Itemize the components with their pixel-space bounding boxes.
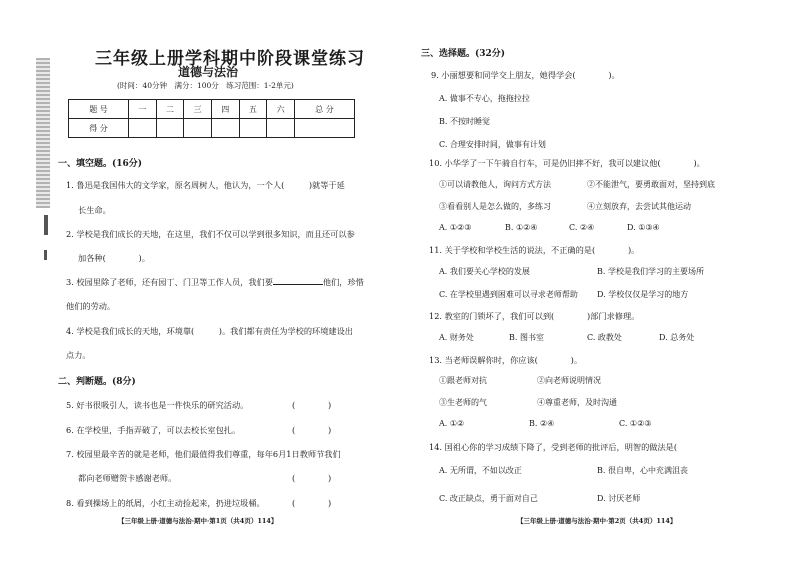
question-4: 4. 学校是我们成长的天地，环境靠( )。我们都有责任为学校的环境建设出: [66, 326, 353, 336]
question-6: 6. 在学校里，手指弄破了，可以去校长室包扎。: [66, 425, 241, 435]
binding-strip: [36, 58, 50, 208]
option-a[interactable]: A. ①②③: [439, 223, 472, 232]
statement-1: ①跟老师对抗: [439, 376, 487, 385]
score-header-cell: 六: [267, 100, 295, 119]
answer-paren[interactable]: ( ): [292, 473, 332, 483]
answer-blank[interactable]: [273, 276, 323, 285]
exam-subject: 道德与法治: [178, 65, 239, 79]
score-cell[interactable]: [267, 119, 295, 138]
score-cell[interactable]: [184, 119, 212, 138]
section-heading-judge: 二、判断题。(8分): [58, 377, 136, 387]
score-cell[interactable]: [156, 119, 184, 138]
question-1: 1. 鲁迅是我国伟大的文学家，原名周树人，他认为，一个人( )就等于延: [66, 180, 345, 190]
question-11: 11. 关于学校和学校生活的说法，不正确的是( )。: [429, 245, 640, 255]
statement-3: ③生老师的气: [439, 398, 487, 407]
option-b[interactable]: B. ②④: [529, 419, 555, 428]
option-d[interactable]: D. ①③④: [627, 223, 660, 232]
question-7-cont: 都向老师赠贺卡感谢老师。: [78, 473, 177, 483]
option-a[interactable]: A. 做事不专心，拖拖拉拉: [439, 94, 530, 103]
option-d[interactable]: D. 总务处: [659, 333, 695, 342]
question-3-text-end: 他们，珍惜: [322, 277, 364, 287]
option-c[interactable]: C. 政教处: [587, 333, 622, 342]
score-header-cell: 题 号: [69, 100, 129, 119]
option-c[interactable]: C. ①②③: [619, 419, 652, 428]
score-header-cell: 四: [211, 100, 239, 119]
section-heading-fill: 一、填空题。(16分): [58, 159, 143, 169]
question-4-cont: 点力。: [66, 350, 91, 360]
option-b[interactable]: B. 学校是我们学习的主要场所: [597, 267, 704, 276]
score-header-cell: 二: [156, 100, 184, 119]
score-row: [69, 119, 355, 138]
option-a[interactable]: A. ①②: [439, 419, 465, 428]
score-table: [68, 99, 355, 138]
option-b[interactable]: B. 不按时睡觉: [439, 117, 490, 126]
option-d[interactable]: D. 学校仅仅是学习的地方: [597, 290, 689, 299]
score-header-cell: 总 分: [294, 100, 354, 119]
option-c[interactable]: C. 改正缺点，勇于面对自己: [439, 494, 538, 503]
option-c[interactable]: C. 合理安排时间，做事有计划: [439, 140, 546, 149]
score-header-row: [69, 100, 355, 119]
option-a[interactable]: A. 财务处: [439, 333, 474, 342]
page-footer: 【三年级上册·道德与法治·期中·第2页（共4页）114】: [517, 517, 677, 525]
score-header-cell: 一: [129, 100, 157, 119]
section-heading-choice: 三、选择题。(32分): [421, 49, 506, 59]
question-10: 10. 小华学了一下午骑自行车，可是仍旧摔不好，我可以建议他( )。: [429, 158, 705, 168]
question-13: 13. 当老师误解你时，你应该( )。: [429, 355, 583, 365]
option-a[interactable]: A. 无所谓，不如以改正: [439, 466, 522, 475]
question-2: 2. 学校是我们成长的天地，在这里，我们不仅可以学到很多知识，而且还可以参: [66, 229, 355, 239]
question-2-cont: 加各种( )。: [78, 253, 150, 263]
option-b[interactable]: B. ①②④: [505, 223, 538, 232]
exam-title: 三年级上册学科期中阶段课堂练习: [95, 49, 365, 69]
answer-paren[interactable]: ( ): [292, 425, 332, 435]
question-3: [66, 276, 364, 288]
question-3-text: 3. 校园里除了老师，还有园丁、门卫等工作人员，我们要: [66, 277, 273, 287]
question-14: 14. 国祖心你的学习成绩下降了，受到老师的批评后，明智的做法是(: [429, 442, 678, 452]
score-cell[interactable]: [211, 119, 239, 138]
score-header-cell: 五: [239, 100, 267, 119]
question-1-cont: 长生命。: [78, 205, 111, 215]
question-12: 12. 教室的门锁坏了，我们可以到( )部门求修理。: [429, 311, 640, 321]
statement-3: ③看看别人是怎么做的，多练习: [439, 202, 551, 211]
binding-mark: [44, 250, 47, 260]
option-c[interactable]: C. 在学校里遇到困难可以寻求老师帮助: [439, 290, 578, 299]
right-page: [397, 0, 794, 561]
statement-4: ④尊重老师，及时沟通: [537, 398, 617, 407]
option-d[interactable]: D. 讨厌老师: [597, 494, 641, 503]
score-cell[interactable]: [239, 119, 267, 138]
exam-meta: (时间：40分钟 满分：100分 练习范围：1-2单元): [117, 81, 294, 90]
option-b[interactable]: B. 很自卑，心中充满沮丧: [597, 466, 688, 475]
answer-paren[interactable]: ( ): [292, 400, 332, 410]
question-8: 8. 看到操场上的纸屑，小红主动捡起来，扔进垃圾桶。: [66, 498, 265, 508]
question-7: 7. 校园里最辛苦的就是老师，他们最值得我们尊重，每年6月1日教师节我们: [66, 449, 341, 459]
statement-1: ①可以请教他人，询问方式方法: [439, 180, 551, 189]
score-row-label: 得 分: [69, 119, 129, 138]
score-header-cell: 三: [184, 100, 212, 119]
option-b[interactable]: B. 图书室: [509, 333, 544, 342]
binding-mark: [44, 215, 48, 235]
statement-4: ④立刻放弃，去尝试其他运动: [587, 202, 691, 211]
score-cell[interactable]: [129, 119, 157, 138]
answer-paren[interactable]: ( ): [292, 498, 332, 508]
question-5: 5. 好书很吸引人，读书也是一件快乐的研究活动。: [66, 400, 249, 410]
statement-2: ②不能泄气，要勇敢面对，坚持到底: [587, 180, 715, 189]
option-c[interactable]: C. ②④: [569, 223, 595, 232]
statement-2: ②向老师说明情况: [537, 376, 601, 385]
option-a[interactable]: A. 我们要关心学校的发展: [439, 267, 530, 276]
question-3-cont: 他们的劳动。: [66, 301, 116, 311]
question-9: 9. 小丽想要和同学交上朋友，她得学会( )。: [431, 70, 620, 80]
score-cell[interactable]: [294, 119, 354, 138]
page-footer: 【三年级上册·道德与法治·期中·第1页（共4页）114】: [118, 517, 278, 525]
